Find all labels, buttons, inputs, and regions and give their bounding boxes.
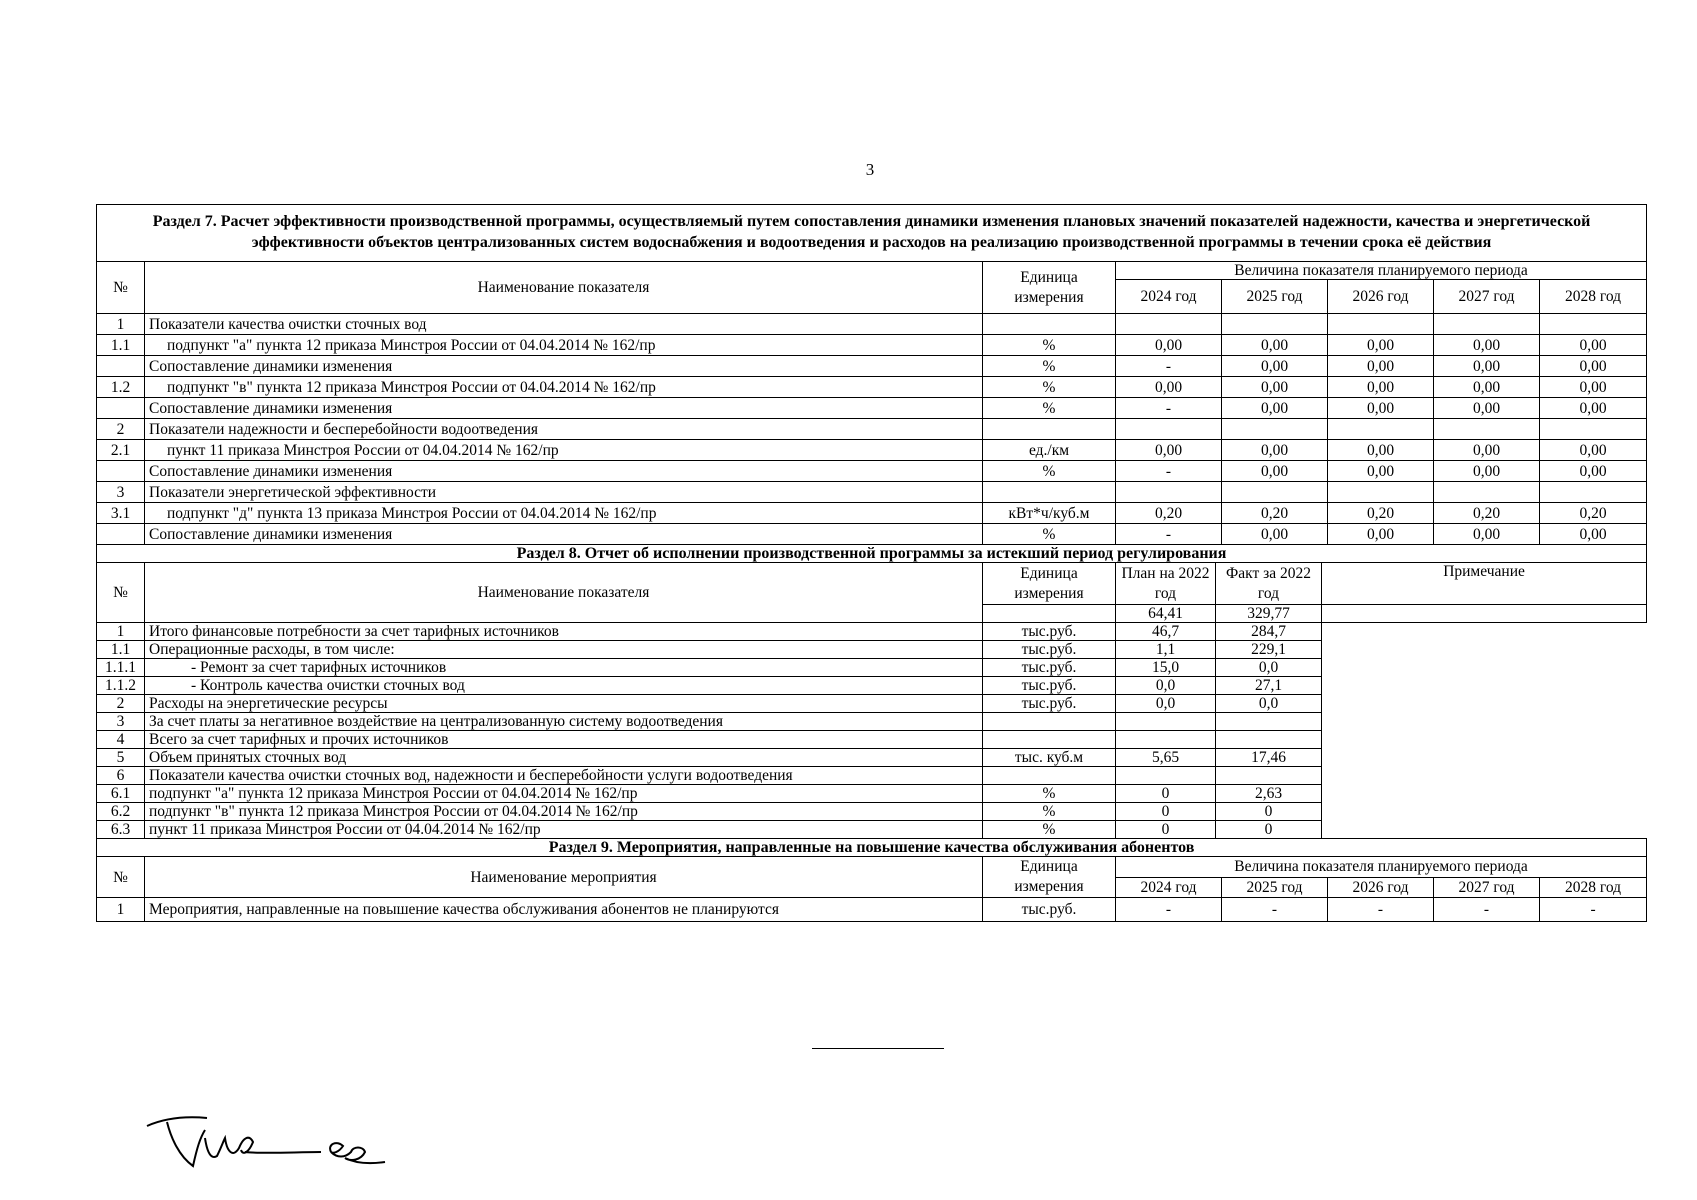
row-number [97,356,145,377]
section8-col-name: Наименование показателя [145,563,983,623]
section9-col-unit: Единица измерения [983,857,1116,898]
row-value: - [1540,898,1647,922]
table-row [97,677,1647,695]
row-unit: кВт*ч/куб.м [983,503,1116,524]
row-value [1328,419,1434,440]
table-row [97,749,1647,767]
table-row [97,767,1647,785]
row-number: 1.1.2 [97,677,145,695]
row-value: 0,00 [1328,524,1434,545]
row-number: 1 [97,623,145,641]
row-value: - [1434,898,1540,922]
row-value: 0,00 [1116,377,1222,398]
table-row [97,695,1647,713]
section8-table [96,544,1647,839]
row-value: 0,20 [1434,503,1540,524]
row-unit: % [983,821,1116,839]
row-plan: 0 [1116,785,1216,803]
row-number: 2 [97,419,145,440]
section7-col-group: Величина показателя планируемого периода [1116,262,1647,280]
row-plan [1116,713,1216,731]
row-number: 2 [97,695,145,713]
row-value: 0,00 [1434,377,1540,398]
table-row [97,641,1647,659]
row-name: Сопоставление динамики изменения [145,356,983,377]
row-number: 6.3 [97,821,145,839]
row-value: 0,00 [1434,356,1540,377]
row-number: 5 [97,749,145,767]
row-name: Показатели энергетической эффективности [145,482,983,503]
row-unit: % [983,398,1116,419]
row-name: пункт 11 приказа Минстроя России от 04.04.2014 № 162/пр [145,440,983,461]
table-row [97,731,1647,749]
table-row [97,440,1647,461]
row-fact: 0 [1216,821,1322,839]
table-row [97,398,1647,419]
section7-year: 2025 год [1222,280,1328,314]
row-value: 0,00 [1222,377,1328,398]
row-name: Показатели качества очистки сточных вод, надежности и бесперебойности услуги водоотведения [145,767,983,785]
row-unit [983,482,1116,503]
row-unit: % [983,461,1116,482]
row-value: - [1328,898,1434,922]
row-name: подпункт "а" пункта 12 приказа Минстроя России от 04.04.2014 № 162/пр [145,335,983,356]
section9-table [96,838,1647,922]
table-row [97,503,1647,524]
section8-total-unit [983,605,1116,623]
row-number: 1 [97,898,145,922]
section8-col-note: Примечание [1322,563,1647,605]
section7-col-no: № [97,262,145,314]
table-row [97,524,1647,545]
section9-col-name: Наименование мероприятия [145,857,983,898]
row-name: - Контроль качества очистки сточных вод [145,677,983,695]
row-name: Операционные расходы, в том числе: [145,641,983,659]
section9-col-no: № [97,857,145,898]
table-row [97,713,1647,731]
row-value: 0,00 [1328,440,1434,461]
row-value [1434,419,1540,440]
row-value [1116,419,1222,440]
section8-col-no: № [97,563,145,623]
row-number: 1.1 [97,335,145,356]
row-value: 0,00 [1434,524,1540,545]
row-value: 0,00 [1540,398,1647,419]
section8-title: Раздел 8. Отчет об исполнении производственной программы за истекший период регулирования [97,545,1647,563]
row-name: Расходы на энергетические ресурсы [145,695,983,713]
row-name: пункт 11 приказа Минстроя России от 04.04.2014 № 162/пр [145,821,983,839]
section8-total-fact: 329,77 [1216,605,1322,623]
row-number: 3 [97,482,145,503]
row-unit: % [983,335,1116,356]
row-value: 0,20 [1222,503,1328,524]
section8-total-plan: 64,41 [1116,605,1216,623]
row-value: 0,00 [1540,356,1647,377]
row-fact: 27,1 [1216,677,1322,695]
row-value: 0,00 [1328,377,1434,398]
separator-line [812,1048,944,1049]
row-value [1222,482,1328,503]
row-unit: ед./км [983,440,1116,461]
section9-year: 2026 год [1328,877,1434,898]
row-name: Итого финансовые потребности за счет тарифных источников [145,623,983,641]
row-value: - [1116,398,1222,419]
section7-year: 2026 год [1328,280,1434,314]
row-number: 4 [97,731,145,749]
row-name: - Ремонт за счет тарифных источников [145,659,983,677]
row-fact: 0 [1216,803,1322,821]
row-name: Показатели качества очистки сточных вод [145,314,983,335]
row-value: 0,00 [1434,398,1540,419]
row-value: 0,00 [1222,356,1328,377]
section8-col-fact: Факт за 2022 год [1216,563,1322,605]
section9-title: Раздел 9. Мероприятия, направленные на повышение качества обслуживания абонентов [97,839,1647,857]
section9-year: 2024 год [1116,877,1222,898]
row-fact: 17,46 [1216,749,1322,767]
row-value: 0,00 [1328,335,1434,356]
table-row [97,898,1647,922]
row-fact: 229,1 [1216,641,1322,659]
row-number: 3.1 [97,503,145,524]
row-plan: 0 [1116,821,1216,839]
row-unit: тыс.руб. [983,641,1116,659]
row-unit: тыс.руб. [983,659,1116,677]
row-plan: 0 [1116,803,1216,821]
row-value: 0,00 [1328,461,1434,482]
row-value: - [1116,461,1222,482]
table-row [97,356,1647,377]
row-plan: 1,1 [1116,641,1216,659]
row-unit: % [983,803,1116,821]
section8-note-cell [1322,605,1647,623]
row-name: Показатели надежности и бесперебойности водоотведения [145,419,983,440]
row-value [1116,482,1222,503]
row-name: Сопоставление динамики изменения [145,398,983,419]
row-number: 6 [97,767,145,785]
row-unit [983,713,1116,731]
row-plan: 0,0 [1116,695,1216,713]
row-value: 0,00 [1222,440,1328,461]
row-value: - [1222,898,1328,922]
row-unit: тыс.руб. [983,623,1116,641]
row-value: 0,00 [1116,440,1222,461]
table-row [97,803,1647,821]
section9-year: 2028 год [1540,877,1647,898]
row-number: 1 [97,314,145,335]
row-plan: 46,7 [1116,623,1216,641]
section9-body [97,898,1647,922]
section7-year: 2028 год [1540,280,1647,314]
row-fact [1216,731,1322,749]
page-number: 3 [865,160,875,179]
row-name: Объем принятых сточных вод [145,749,983,767]
section9-year: 2025 год [1222,877,1328,898]
row-plan: 5,65 [1116,749,1216,767]
table-row [97,419,1647,440]
document-tables [96,204,1646,922]
row-number [97,461,145,482]
row-plan: 15,0 [1116,659,1216,677]
row-number [97,398,145,419]
row-value [1434,314,1540,335]
row-number: 1.2 [97,377,145,398]
row-value [1328,314,1434,335]
row-unit: тыс.руб. [983,695,1116,713]
row-fact [1216,713,1322,731]
row-fact [1216,767,1322,785]
row-unit: % [983,356,1116,377]
row-value: 0,20 [1116,503,1222,524]
row-value: - [1116,356,1222,377]
row-name: подпункт "в" пункта 12 приказа Минстроя России от 04.04.2014 № 162/пр [145,377,983,398]
section9-col-group: Величина показателя планируемого периода [1116,857,1647,878]
row-name: За счет платы за негативное воздействие на централизованную систему водоотведения [145,713,983,731]
row-value: 0,00 [1328,398,1434,419]
table-row [97,821,1647,839]
row-value [1434,482,1540,503]
section7-col-unit: Единица измерения [983,262,1116,314]
row-name: Сопоставление динамики изменения [145,461,983,482]
row-value [1222,419,1328,440]
row-value: 0,00 [1222,335,1328,356]
row-unit [983,767,1116,785]
row-name: подпункт "в" пункта 12 приказа Минстроя России от 04.04.2014 № 162/пр [145,803,983,821]
row-fact: 0,0 [1216,659,1322,677]
row-number [97,524,145,545]
row-value: 0,00 [1222,524,1328,545]
row-value: 0,00 [1540,335,1647,356]
section7-body [97,314,1647,545]
row-value: 0,00 [1434,440,1540,461]
section8-col-unit: Единица измерения [983,563,1116,605]
row-value: 0,00 [1328,356,1434,377]
row-unit [983,314,1116,335]
row-value: 0,00 [1540,461,1647,482]
row-unit: % [983,785,1116,803]
section9-year: 2027 год [1434,877,1540,898]
row-value [1540,419,1647,440]
row-name: Сопоставление динамики изменения [145,524,983,545]
row-number: 1.1 [97,641,145,659]
row-name: подпункт "а" пункта 12 приказа Минстроя России от 04.04.2014 № 162/пр [145,785,983,803]
row-value: 0,00 [1540,377,1647,398]
section7-year: 2024 год [1116,280,1222,314]
row-number: 2.1 [97,440,145,461]
row-plan [1116,767,1216,785]
row-unit: тыс.руб. [983,898,1116,922]
row-name: подпункт "д" пункта 13 приказа Минстроя России от 04.04.2014 № 162/пр [145,503,983,524]
row-value: 0,00 [1540,524,1647,545]
row-unit: тыс. куб.м [983,749,1116,767]
row-unit [983,419,1116,440]
section7-year: 2027 год [1434,280,1540,314]
row-plan [1116,731,1216,749]
row-value: 0,20 [1328,503,1434,524]
row-value: - [1116,524,1222,545]
row-fact: 2,63 [1216,785,1322,803]
row-value [1328,482,1434,503]
table-row [97,785,1647,803]
section8-col-plan: План на 2022 год [1116,563,1216,605]
row-value: 0,00 [1434,335,1540,356]
row-number: 6.1 [97,785,145,803]
signature-image [145,1108,405,1178]
row-unit: % [983,377,1116,398]
table-row [97,314,1647,335]
row-plan: 0,0 [1116,677,1216,695]
row-value [1222,314,1328,335]
table-row [97,377,1647,398]
row-unit [983,731,1116,749]
table-row [97,623,1647,641]
row-fact: 0,0 [1216,695,1322,713]
row-value: 0,00 [1434,461,1540,482]
row-number: 1.1.1 [97,659,145,677]
table-row [97,461,1647,482]
row-value: 0,00 [1222,398,1328,419]
row-number: 3 [97,713,145,731]
table-row [97,659,1647,677]
row-value: 0,00 [1116,335,1222,356]
row-name: Всего за счет тарифных и прочих источников [145,731,983,749]
row-value: 0,20 [1540,503,1647,524]
row-unit: % [983,524,1116,545]
table-row [97,482,1647,503]
row-value: 0,00 [1540,440,1647,461]
section8-body [97,623,1647,839]
section7-table [96,204,1647,545]
row-fact: 284,7 [1216,623,1322,641]
row-unit: тыс.руб. [983,677,1116,695]
row-name: Мероприятия, направленные на повышение качества обслуживания абонентов не планируются [145,898,983,922]
row-value [1540,314,1647,335]
table-row [97,335,1647,356]
row-value: 0,00 [1222,461,1328,482]
row-value [1116,314,1222,335]
section7-col-name: Наименование показателя [145,262,983,314]
row-number: 6.2 [97,803,145,821]
row-value [1540,482,1647,503]
row-value: - [1116,898,1222,922]
section7-title: Раздел 7. Расчет эффективности производственной программы, осуществляемый путем сопоставления динамики изменения плановых значений показателей надежности, качества и энергетической эффективности объектов централизованных систем водоснабжения и водоотведения и расходов на реализацию производственной программы в течении срока её действия [97,205,1647,262]
